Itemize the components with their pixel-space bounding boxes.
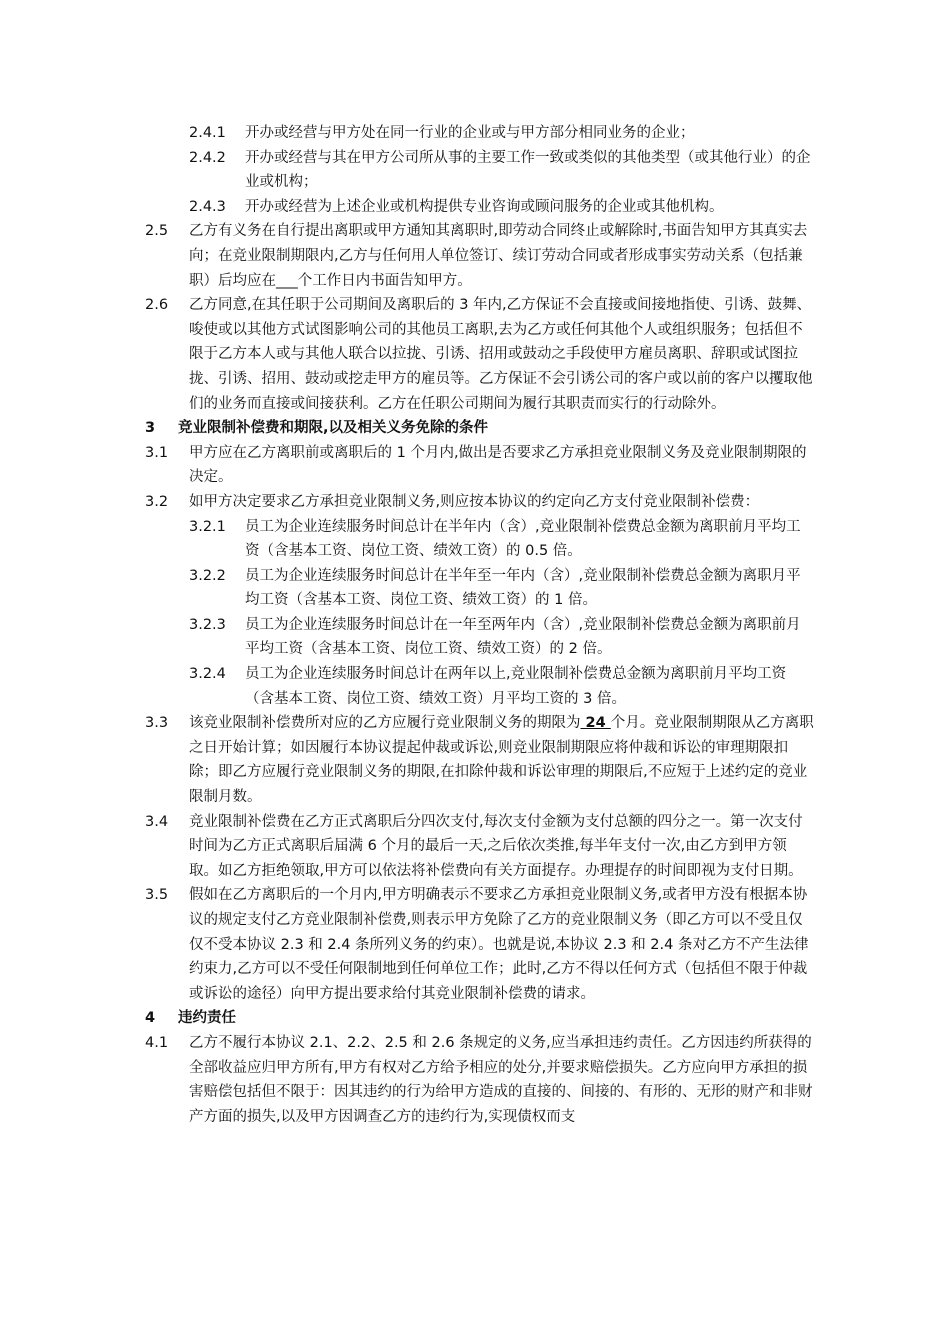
clause-2-4-3 <box>145 195 815 220</box>
clause-number: 3.2.1 <box>189 518 226 535</box>
clause-2-5 <box>145 219 815 293</box>
clause-text: 竞业限制补偿费在乙方正式离职后分四次支付,每次支付金额为支付总额的四分之一。第一次支付时间为乙方正式离职后届满 6 个月的最后一天,之后依次类推,每半年支付一次,由乙方到甲方领取。如乙方拒绝领取,甲方可以依法将补偿费向有关方面提存。办理提存的时间即视为支付日期。 <box>189 813 803 879</box>
clause-3-2-4 <box>145 662 815 711</box>
term-months-value: 24 <box>580 715 611 732</box>
clause-number: 2.4.3 <box>189 198 226 215</box>
clause-number: 3.2.4 <box>189 666 226 683</box>
clause-text-before: 该竞业限制补偿费所对应的乙方应履行竞业限制义务的期限为 <box>189 715 581 732</box>
clause-number: 3.1 <box>145 444 169 461</box>
clause-3-2 <box>145 490 815 515</box>
clause-3-2-2 <box>145 564 815 613</box>
clause-3-3 <box>145 711 815 809</box>
clause-text: 如甲方决定要求乙方承担竞业限制义务,则应按本协议的约定向乙方支付竞业限制补偿费： <box>189 493 760 510</box>
clause-text: 乙方有义务在自行提出离职或甲方通知其离职时,即劳动合同终止或解除时,书面告知甲方其真实去向；在竞业限制期限内,乙方与任何用人单位签订、续订劳动合同或者形成事实劳动关系（包括兼职）后均应在___个工作日内书面告知甲方。 <box>189 223 808 289</box>
clause-number: 4.1 <box>145 1034 169 1051</box>
clause-text: 员工为企业连续服务时间总计在一年至两年内（含）,竞业限制补偿费总金额为离职前月平均工资（含基本工资、岗位工资、绩效工资）的 2 倍。 <box>245 616 801 658</box>
clause-number: 2.4.1 <box>189 125 226 141</box>
clause-text: 乙方不履行本协议 2.1、2.2、2.5 和 2.6 条规定的义务,应当承担违约责任。乙方因违约所获得的全部收益应归甲方所有,甲方有权对乙方给予相应的处分,并要求赔偿损失。乙方应向甲方承担的损害赔偿包括但不限于：因其违约的行为给甲方造成的直接的、间接的、有形的、无形的财产和非财产方面的损失,以及甲方因调查乙方的违约行为,实现债权而支 <box>189 1034 813 1125</box>
clause-number: 3.3 <box>145 715 169 732</box>
clause-2-4-1 <box>145 121 815 146</box>
clause-number: 2.4.2 <box>189 149 226 166</box>
clause-text <box>189 711 815 809</box>
clause-2-4-2 <box>145 146 815 195</box>
section-number: 4 <box>145 1010 156 1027</box>
clause-text: 甲方应在乙方离职前或离职后的 1 个月内,做出是否要求乙方承担竞业限制义务及竞业限制期限的决定。 <box>189 444 807 486</box>
clause-text: 假如在乙方离职后的一个月内,甲方明确表示不要求乙方承担竞业限制义务,或者甲方没有根据本协议的规定支付乙方竞业限制补偿费,则表示甲方免除了乙方的竞业限制义务（即乙方可以不受且仅仅不受本协议 2.3 和 2.4 条所列义务的约束）。也就是说,本协议 2.3 和 2.4 条对乙方不产生法律约束力,乙方可以不受任何限制地到任何单位工作；此时,乙方不得以任何方式（包括但不限于仲裁或诉讼的途径）向甲方提出要求给付其竞业限制补偿费的请求。 <box>189 887 809 1002</box>
section-heading-4 <box>145 1006 815 1031</box>
document-body <box>145 121 815 1129</box>
clause-text: 员工为企业连续服务时间总计在半年内（含）,竞业限制补偿费总金额为离职前月平均工资（含基本工资、岗位工资、绩效工资）的 0.5 倍。 <box>245 518 801 560</box>
clause-3-4 <box>145 810 815 884</box>
clause-number: 3.5 <box>145 887 169 904</box>
clause-3-2-3 <box>145 613 815 662</box>
clause-3-1 <box>145 441 815 490</box>
clause-number: 2.6 <box>145 297 169 314</box>
clause-text-after: 个月。竞业限制期限从乙方离职之日开始计算；如因履行本协议提起仲裁或诉讼,则竞业限制期限应将仲裁和诉讼的审理期限扣除；即乙方应履行竞业限制义务的期限,在扣除仲裁和诉讼审理的期限后,不应短于上述约定的竞业限制月数。 <box>189 715 814 806</box>
clause-3-5 <box>145 883 815 1006</box>
section-number: 3 <box>145 420 156 437</box>
clause-text: 员工为企业连续服务时间总计在两年以上,竞业限制补偿费总金额为离职前月平均工资（含基本工资、岗位工资、绩效工资）月平均工资的 3 倍。 <box>245 666 787 707</box>
clause-text: 员工为企业连续服务时间总计在半年至一年内（含）,竞业限制补偿费总金额为离职月平均工资（含基本工资、岗位工资、绩效工资）的 1 倍。 <box>245 567 801 609</box>
clause-text: 开办或经营与甲方处在同一行业的企业或与甲方部分相同业务的企业； <box>245 125 695 141</box>
clause-4-1 <box>145 1031 815 1129</box>
clause-number: 3.4 <box>145 813 169 830</box>
section-title: 违约责任 <box>178 1010 236 1027</box>
clause-2-6 <box>145 293 815 416</box>
section-title: 竞业限制补偿费和期限,以及相关义务免除的条件 <box>178 420 489 437</box>
clause-number: 2.5 <box>145 223 169 240</box>
clause-3-2-1 <box>145 515 815 564</box>
clause-number: 3.2 <box>145 493 169 510</box>
section-heading-3 <box>145 416 815 441</box>
clause-number: 3.2.3 <box>189 616 226 633</box>
clause-number: 3.2.2 <box>189 567 226 584</box>
clause-text: 乙方同意,在其任职于公司期间及离职后的 3 年内,乙方保证不会直接或间接地指使、引诱、鼓舞、唆使或以其他方式试图影响公司的其他员工离职,去为乙方或任何其他个人或组织服务；包括但不限于乙方本人或与其他人联合以拉拢、引诱、招用或鼓动之手段使甲方雇员离职、辞职或试图拉拢、引诱、招用、鼓动或挖走甲方的雇员等。乙方保证不会引诱公司的客户或以前的客户以攫取他们的业务而直接或间接获利。乙方在任职公司期间为履行其职责而实行的行动除外。 <box>189 297 813 412</box>
clause-text: 开办或经营与其在甲方公司所从事的主要工作一致或类似的其他类型（或其他行业）的企业或机构； <box>245 149 811 191</box>
clause-text: 开办或经营为上述企业或机构提供专业咨询或顾问服务的企业或其他机构。 <box>245 198 724 215</box>
